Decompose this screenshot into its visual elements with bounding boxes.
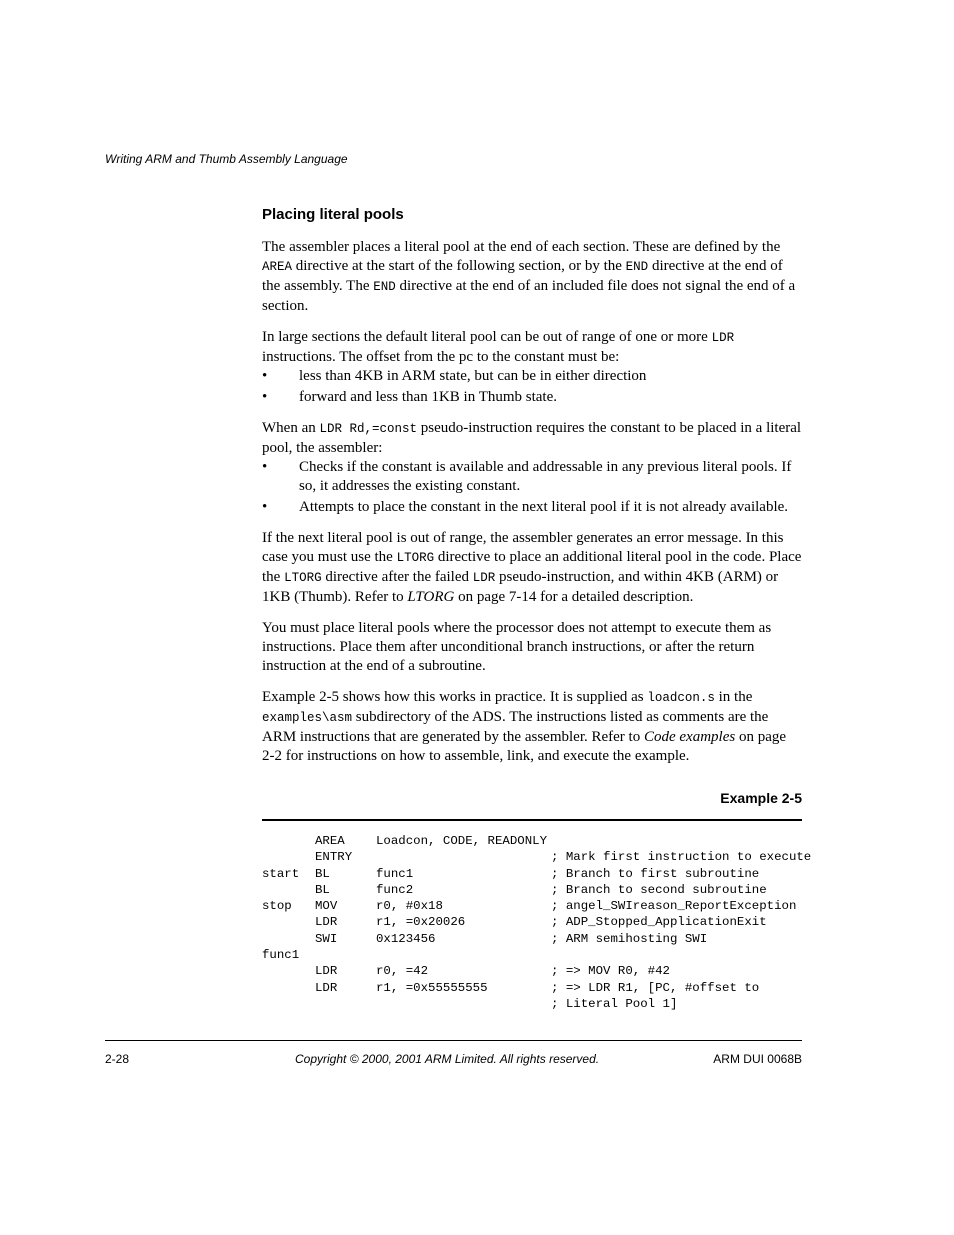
text-run: pseudo-instruction requires the constant to be placed in a literal pool, the assembler: bbox=[262, 420, 802, 456]
list-item bbox=[262, 367, 802, 386]
cross-reference-link[interactable]: LTORG bbox=[407, 589, 455, 605]
list-item-text: forward and less than 1KB in Thumb state. bbox=[299, 389, 558, 405]
code-operands: r1, =0x20026 bbox=[376, 915, 466, 930]
code-line bbox=[262, 931, 802, 947]
code-line bbox=[262, 833, 802, 849]
code-operands: 0x123456 bbox=[376, 931, 436, 946]
example-divider bbox=[262, 819, 802, 821]
code-label: start bbox=[262, 866, 300, 881]
list-item bbox=[262, 388, 802, 407]
running-head: Writing ARM and Thumb Assembly Language bbox=[105, 152, 348, 166]
text-run: In large sections the default literal pool can be out of range of one or more bbox=[262, 329, 712, 345]
text-run: pseudo-instruction, and within 4KB (ARM) or 1KB (Thumb). Refer to bbox=[262, 569, 779, 605]
code-comment: ; ARM semihosting SWI bbox=[551, 931, 708, 946]
cross-reference-link[interactable]: Code examples bbox=[643, 729, 736, 745]
footer-divider bbox=[105, 1040, 802, 1041]
paragraph-out-of-range bbox=[262, 328, 802, 367]
code-opcode: LDR bbox=[315, 915, 338, 930]
code-term: examples\asm bbox=[262, 711, 353, 725]
paragraph-literal-pool-placement bbox=[262, 238, 802, 316]
code-opcode: BL bbox=[315, 882, 330, 897]
code-opcode: BL bbox=[315, 866, 330, 881]
text-run: directive to place an additional literal pool in the code. Place the bbox=[262, 549, 802, 585]
code-term: AREA bbox=[262, 260, 293, 274]
code-comment: ; Mark first instruction to execute bbox=[551, 850, 812, 865]
paragraph-example-intro bbox=[262, 688, 802, 766]
code-comment: ; angel_SWIreason_ReportException bbox=[551, 899, 797, 914]
text-run: directive at the end of an included file does not signal the end of a section. bbox=[262, 278, 796, 314]
text-run: subdirectory of the ADS. The instructions listed as comments are the ARM instructions that are generated by the assembler. Refer to bbox=[262, 709, 769, 745]
code-comment: ; => LDR R1, [PC, #offset to bbox=[551, 980, 760, 995]
code-operands: func2 bbox=[376, 882, 414, 897]
text-run: directive after the failed bbox=[321, 569, 473, 585]
code-line bbox=[262, 996, 802, 1012]
code-term: LDR bbox=[472, 571, 496, 585]
list-item-text: Attempts to place the constant in the next literal pool if it is not already available. bbox=[299, 499, 789, 515]
code-comment: ; => MOV R0, #42 bbox=[551, 964, 670, 979]
code-line bbox=[262, 898, 802, 914]
code-line bbox=[262, 849, 812, 865]
paragraph-ldr-pseudo bbox=[262, 419, 802, 458]
list-item-text: less than 4KB in ARM state, but can be in either direction bbox=[299, 368, 647, 384]
code-term: loadcon.s bbox=[647, 691, 715, 705]
document-id: ARM DUI 0068B bbox=[713, 1052, 802, 1066]
bullet-icon: • bbox=[262, 389, 268, 405]
code-operands: r0, #0x18 bbox=[376, 899, 443, 914]
copyright-notice: Copyright © 2000, 2001 ARM Limited. All rights reserved. bbox=[295, 1052, 600, 1066]
code-opcode: MOV bbox=[315, 899, 338, 914]
code-line bbox=[262, 963, 802, 979]
offset-bullet-list bbox=[262, 367, 802, 407]
code-label: func1 bbox=[262, 948, 300, 963]
code-example bbox=[262, 833, 812, 1012]
assembler-bullet-list bbox=[262, 458, 802, 517]
code-opcode: ENTRY bbox=[315, 850, 353, 865]
page-number: 2-28 bbox=[105, 1052, 130, 1066]
code-opcode: LDR bbox=[315, 980, 338, 995]
section-title: Placing literal pools bbox=[262, 206, 404, 223]
code-line bbox=[262, 882, 802, 898]
code-term: LTORG bbox=[396, 551, 435, 565]
text-run: directive at the end of the assembly. The bbox=[262, 258, 783, 294]
text-run: on page 2-2 for instructions on how to assemble, link, and execute the example. bbox=[262, 729, 787, 764]
code-line bbox=[262, 866, 802, 882]
example-label: Example 2-5 bbox=[720, 790, 802, 806]
code-term: LDR Rd,=const bbox=[319, 422, 418, 436]
code-comment: ; ADP_Stopped_ApplicationExit bbox=[551, 915, 767, 930]
bullet-icon: • bbox=[262, 459, 268, 475]
text-run: in the bbox=[714, 689, 753, 705]
code-opcode: SWI bbox=[315, 931, 338, 946]
list-item-text: Checks if the constant is available and addressable in any previous literal pools. If so, it addresses the existing constant. bbox=[299, 459, 792, 494]
bullet-icon: • bbox=[262, 499, 268, 515]
text-run: Example 2-5 shows how this works in practice. It is supplied as bbox=[262, 689, 648, 705]
code-line bbox=[262, 947, 802, 963]
code-comment: ; Branch to first subroutine bbox=[551, 866, 760, 881]
list-item bbox=[262, 458, 802, 496]
code-comment: ; Literal Pool 1] bbox=[551, 996, 678, 1011]
code-comment: ; Branch to second subroutine bbox=[551, 882, 767, 897]
code-term: END bbox=[625, 260, 649, 274]
text-run: When an bbox=[262, 420, 320, 436]
code-operands: Loadcon, CODE, READONLY bbox=[376, 834, 548, 848]
code-term: END bbox=[373, 280, 396, 294]
code-line bbox=[262, 980, 802, 996]
code-opcode: LDR bbox=[315, 964, 338, 979]
code-term: LDR bbox=[711, 331, 735, 345]
code-operands: r1, =0x55555555 bbox=[376, 980, 488, 995]
code-line bbox=[262, 914, 802, 930]
main-content bbox=[262, 205, 802, 808]
code-term: LTORG bbox=[284, 571, 322, 585]
text-run: If the next literal pool is out of range, the assembler generates an error message. In this case you must use the bbox=[262, 530, 784, 565]
paragraph-placement-rules: You must place literal pools where the processor does not attempt to execute them as instructions. Place them after unconditional branch instructions, or after the return instruction at the end of a subroutine. bbox=[262, 620, 772, 674]
bullet-icon: • bbox=[262, 368, 268, 384]
code-operands: func1 bbox=[376, 866, 414, 881]
code-label: stop bbox=[262, 899, 292, 914]
paragraph-ltorg bbox=[262, 529, 802, 607]
text-run: instructions. The offset from the pc to the constant must be: bbox=[262, 349, 620, 365]
text-run: The assembler places a literal pool at the end of each section. These are defined by the bbox=[262, 239, 781, 255]
text-run: on page 7-14 for a detailed description. bbox=[454, 589, 694, 605]
list-item bbox=[262, 498, 802, 517]
code-opcode: AREA bbox=[315, 834, 345, 848]
text-run: directive at the start of the following section, or by the bbox=[292, 258, 626, 274]
code-operands: r0, =42 bbox=[376, 964, 429, 979]
